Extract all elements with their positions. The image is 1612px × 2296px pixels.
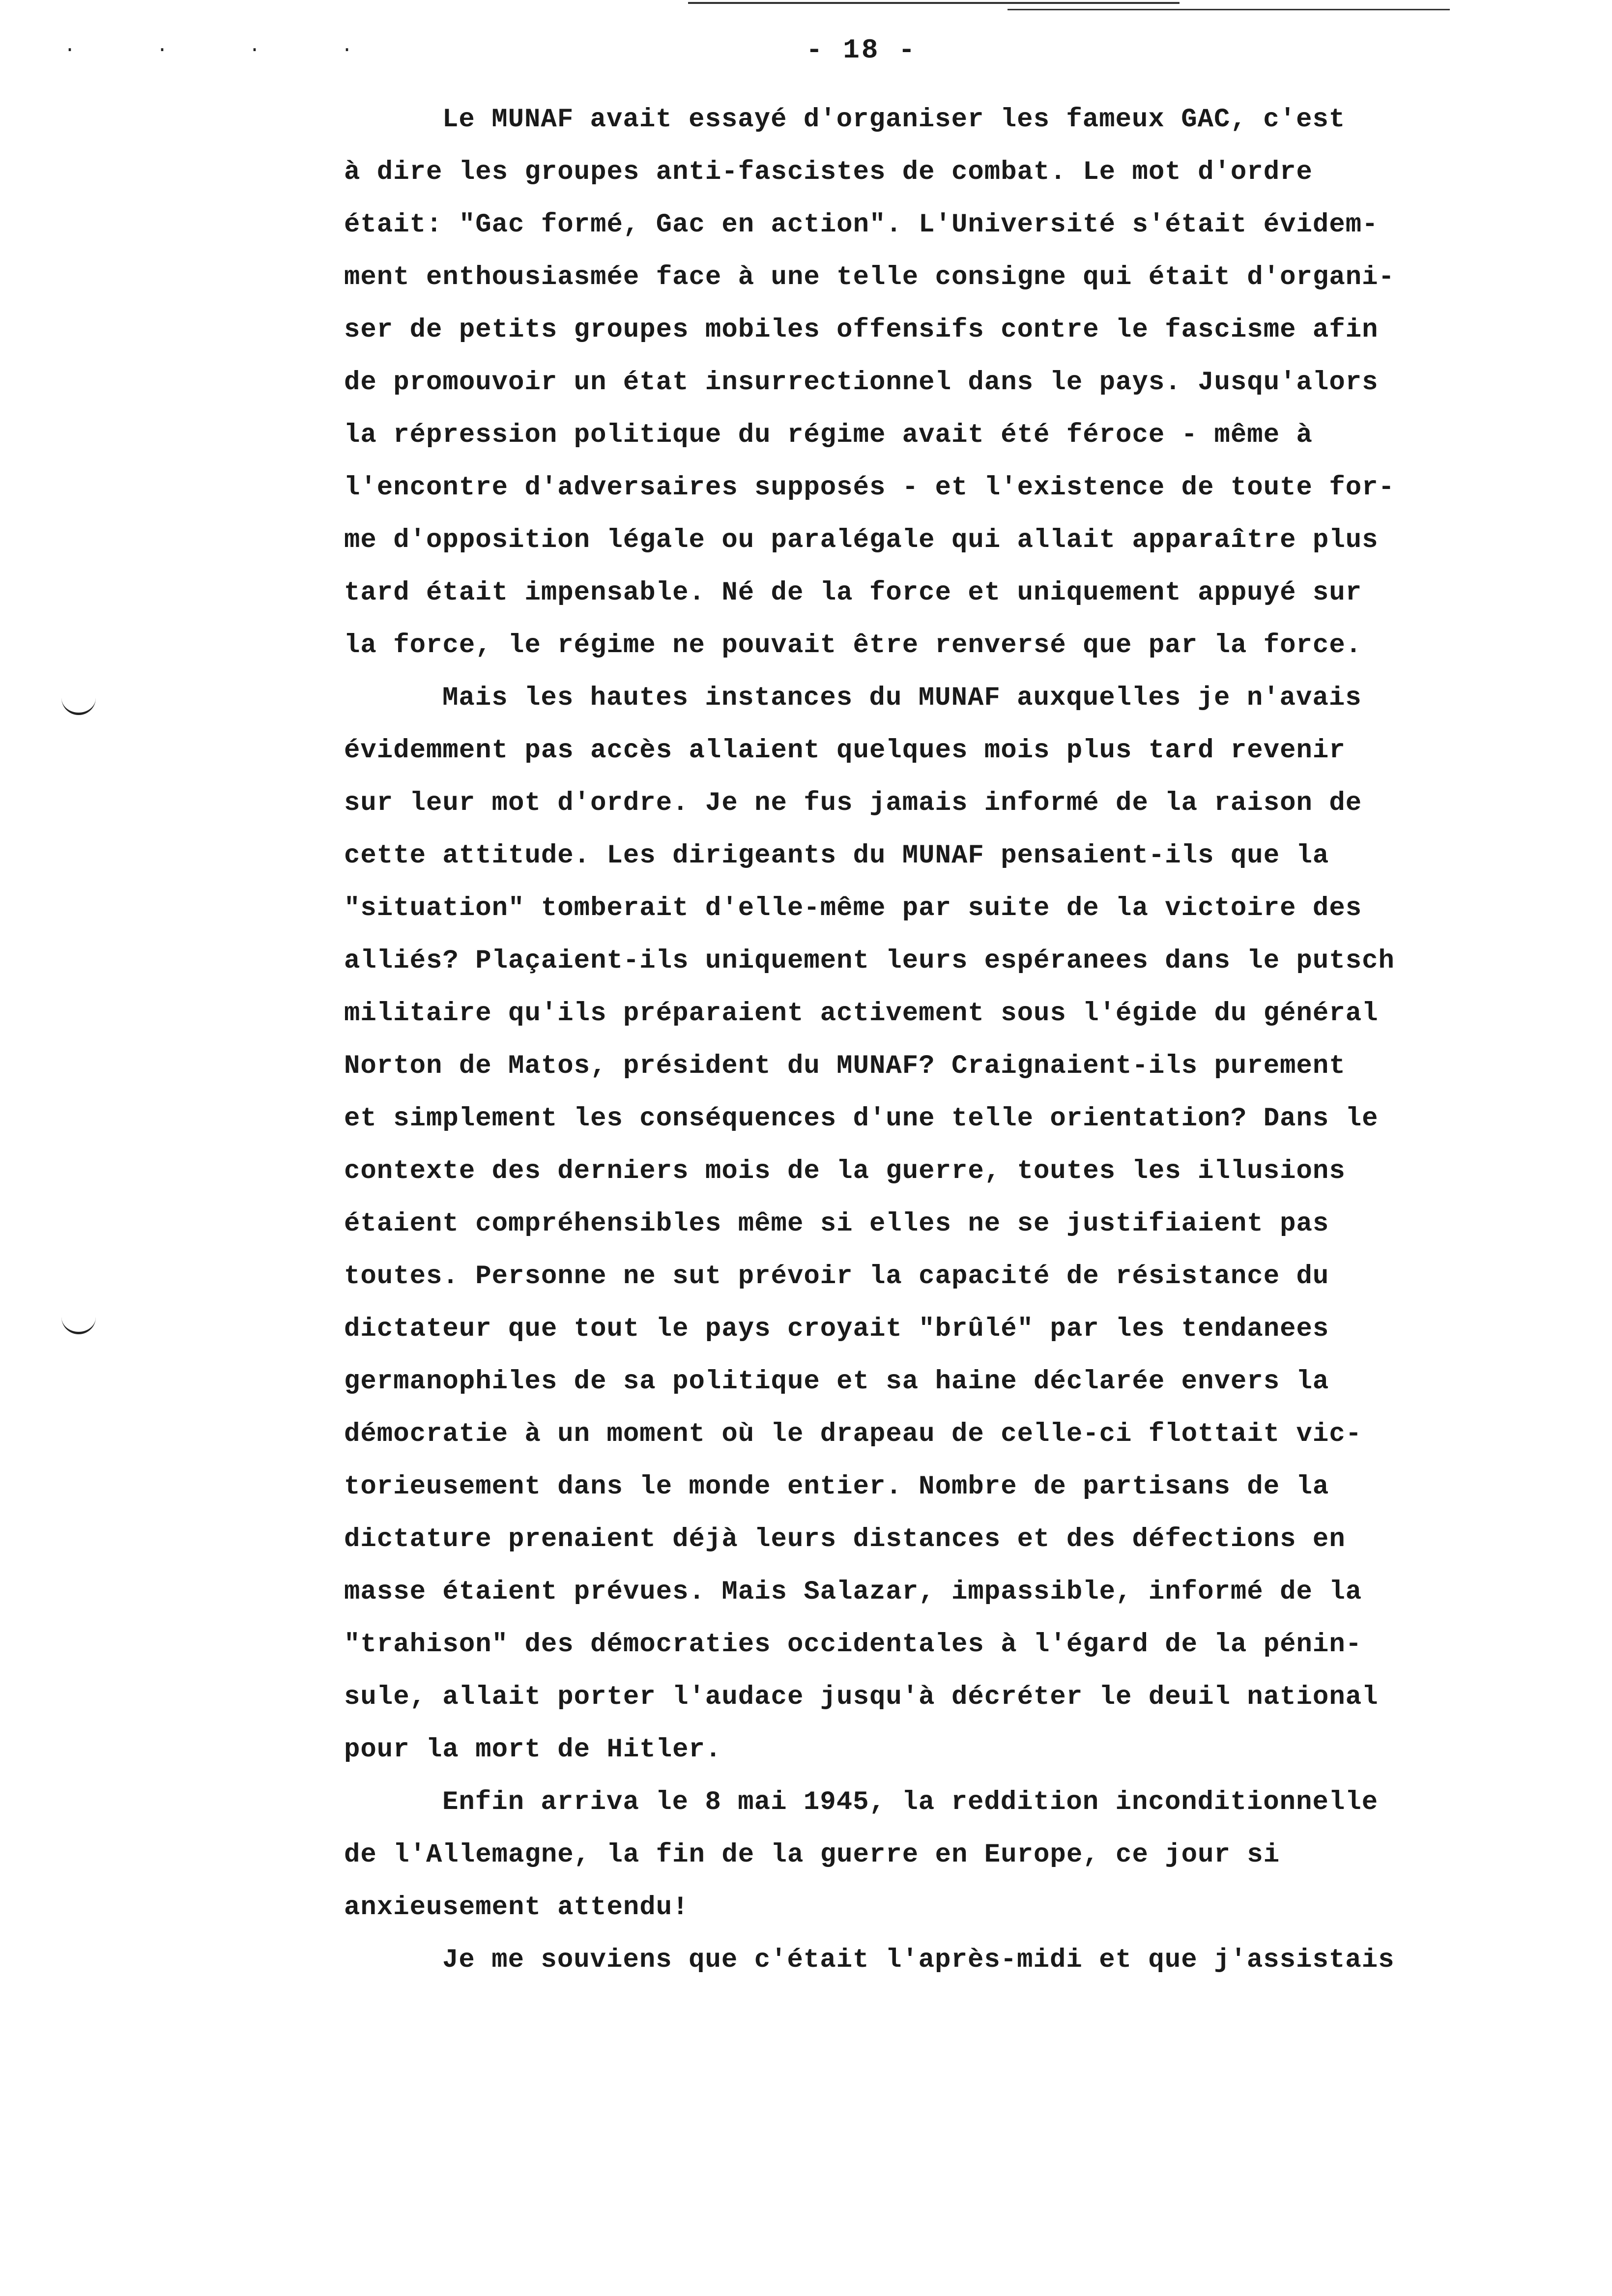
text-line: masse étaient prévues. Mais Salazar, impassible, informé de la (344, 1577, 1362, 1607)
text-line: de l'Allemagne, la fin de la guerre en Europe, ce jour si (344, 1840, 1280, 1870)
corner-marks: · · · · (64, 39, 388, 61)
text-line: l'encontre d'adversaires supposés - et l'existence de toute for- (344, 473, 1395, 503)
text-line: germanophiles de sa politique et sa haine déclarée envers la (344, 1367, 1329, 1397)
top-rule (688, 2, 1180, 4)
text-line: contexte des derniers mois de la guerre, toutes les illusions (344, 1156, 1346, 1186)
text-line: pour la mort de Hitler. (344, 1735, 722, 1765)
text-line: Mais les hautes instances du MUNAF auxquelles je n'avais (442, 683, 1362, 713)
top-rule-secondary (1008, 9, 1450, 10)
text-line: évidemment pas accès allaient quelques mois plus tard revenir (344, 736, 1346, 766)
text-line: ser de petits groupes mobiles offensifs contre le fascisme afin (344, 315, 1379, 345)
margin-mark (61, 1317, 96, 1334)
text-line: étaient compréhensibles même si elles ne se justifiaient pas (344, 1209, 1329, 1239)
text-line: la répression politique du régime avait été féroce - même à (344, 420, 1313, 450)
document-body (344, 93, 1592, 1986)
text-line: démocratie à un moment où le drapeau de celle-ci flottait vic- (344, 1419, 1362, 1449)
text-line: "situation" tomberait d'elle-même par suite de la victoire des (344, 893, 1362, 923)
text-line: sule, allait porter l'audace jusqu'à décréter le deuil national (344, 1682, 1379, 1712)
text-line: dictateur que tout le pays croyait "brûlé" par les tendanees (344, 1314, 1329, 1344)
text-line: torieusement dans le monde entier. Nombre de partisans de la (344, 1472, 1329, 1502)
text-line: Enfin arriva le 8 mai 1945, la reddition inconditionnelle (442, 1787, 1379, 1817)
text-line: alliés? Plaçaient-ils uniquement leurs espéranees dans le putsch (344, 946, 1395, 976)
text-line: Norton de Matos, président du MUNAF? Craignaient-ils purement (344, 1051, 1346, 1081)
page-number: - 18 - (806, 34, 917, 66)
text-line: dictature prenaient déjà leurs distances et des défections en (344, 1524, 1346, 1554)
text-line: cette attitude. Les dirigeants du MUNAF pensaient-ils que la (344, 841, 1329, 871)
text-line: sur leur mot d'ordre. Je ne fus jamais informé de la raison de (344, 788, 1362, 818)
text-line: tard était impensable. Né de la force et uniquement appuyé sur (344, 578, 1362, 608)
text-line: la force, le régime ne pouvait être renversé que par la force. (344, 631, 1362, 660)
margin-mark (61, 698, 96, 715)
text-line: et simplement les conséquences d'une telle orientation? Dans le (344, 1104, 1379, 1134)
text-line: toutes. Personne ne sut prévoir la capacité de résistance du (344, 1262, 1329, 1292)
text-line: militaire qu'ils préparaient activement sous l'égide du général (344, 999, 1379, 1029)
text-line: était: "Gac formé, Gac en action". L'Université s'était évidem- (344, 210, 1379, 240)
text-line: Le MUNAF avait essayé d'organiser les fameux GAC, c'est (442, 105, 1346, 135)
text-line: ment enthousiasmée face à une telle consigne qui était d'organi- (344, 262, 1395, 292)
text-line: Je me souviens que c'était l'après-midi et que j'assistais (442, 1945, 1395, 1975)
text-line: de promouvoir un état insurrectionnel dans le pays. Jusqu'alors (344, 368, 1379, 398)
text-line: "trahison" des démocraties occidentales à l'égard de la pénin- (344, 1630, 1362, 1660)
text-line: me d'opposition légale ou paralégale qui allait apparaître plus (344, 525, 1379, 555)
text-line: anxieusement attendu! (344, 1893, 689, 1923)
text-line: à dire les groupes anti-fascistes de combat. Le mot d'ordre (344, 157, 1313, 187)
